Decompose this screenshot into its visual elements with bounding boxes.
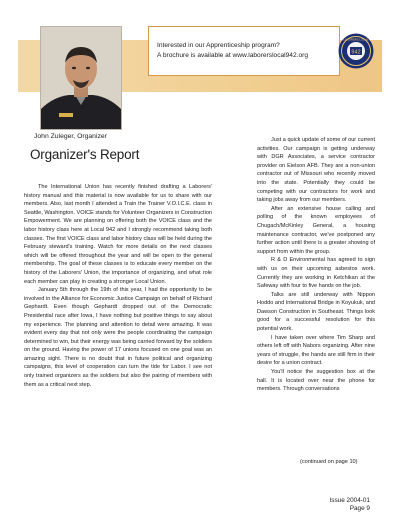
organizer-photo xyxy=(40,26,122,130)
apprenticeship-promo-box xyxy=(148,26,340,76)
right-paragraph: After an extensive house calling and polling of the known employees of Chugach/McKinley General, a housing maintenance contractor, we've postponed any further action until there is a greater showing of support from within the group. xyxy=(257,205,375,255)
union-seal-icon xyxy=(338,33,374,69)
promo-line-2: A brochure is available at www.laborerslocal942.org xyxy=(157,52,309,59)
promo-line-1: Interested in our Apprenticeship program? xyxy=(157,42,280,49)
svg-text:LABORERS LOCAL: LABORERS LOCAL xyxy=(343,37,369,42)
right-paragraph: Just a quick update of some of our current activities. Our campaign is getting underway with DGR Associates, a service contractor provider on Eielson AFB. They are a non-union contractor out of Missouri who recently moved into the state. Potentially they could be competing with our contractors for work and taking jobs away from our members. xyxy=(257,137,375,204)
left-paragraph: January 5th through the 19th of this year, I had the opportunity to be involved in the Alliance for Economic Justice Campaign on behalf of Richard Gephardt. Even though Gephardt dropped out of the Democratic Presidential race after Iowa, I have nothing but positive things to say about my experience. The planning and attention to detail were amazing. It was evident every day that not only were the people coordinating the campaign determined to win, but their energy was being carried forward by the soldiers on the ground. Having the power of 17 unions focused on one goal was an amazing sight. There is no doubt that in future political and organizing campaigns, this level of cooperation can turn the tide for Labor. I see not only trained organizers as the soldiers but also the pairing of members with them as a critical next step. xyxy=(24,287,212,388)
article-left-column xyxy=(24,183,212,389)
page-number: Page 9 xyxy=(349,505,370,512)
svg-text:942: 942 xyxy=(351,49,361,56)
photo-caption: John Zuleger, Organizer xyxy=(34,133,107,140)
issue-number: Issue 2004-01 xyxy=(329,497,370,504)
right-paragraph: R & D Environmental has agreed to sign with us on their upcoming asbestos work. Currently they are working in Ketchikan at the Safeway with four to five hands on the job. xyxy=(257,257,375,290)
right-paragraph: You'll notice the suggestion box at the hall. It is located over near the phone for members. Through conversations xyxy=(257,369,375,393)
page-title: Organizer's Report xyxy=(30,147,140,162)
article-right-column xyxy=(257,136,375,394)
left-paragraph: The International Union has recently finished drafting a Laborers' history manual and this material is now available for us to share with our members. Also, last month I attended a Train the Trainer V.O.I.C.E. class in Seattle, Washington. VOICE stands for Volunteer Organizers in Construction Empowerment. We are planning on offering both the VOICE class and the labor history class here at Local 942 and I strongly recommend taking both classes. The first VOICE class and labor history class will be held during the February steward's training. Watch for more details on the next classes which will be offered throughout the year and will be open to the general membership. The goal of these classes is to educate every member on the history of the Laborers' Union, the importance of organizing, and what role each member can play in creating a stronger Local Union. xyxy=(24,184,212,285)
right-paragraph: I have taken over where Tim Sharp and others left off with Nabors organizing. After nine years of struggle, the hands are still firm in their desire for a union contract. xyxy=(257,334,375,367)
portrait-image xyxy=(41,27,121,129)
continued-note: (continued on page 10) xyxy=(300,459,358,465)
right-paragraph: Talks are still underway with Nippon Hoddo and International Bridge in Koyukuk, and Dawson Construction in Southeast. Things look good for a successful resolution for this potential work. xyxy=(257,291,375,333)
page-footer xyxy=(329,497,370,513)
